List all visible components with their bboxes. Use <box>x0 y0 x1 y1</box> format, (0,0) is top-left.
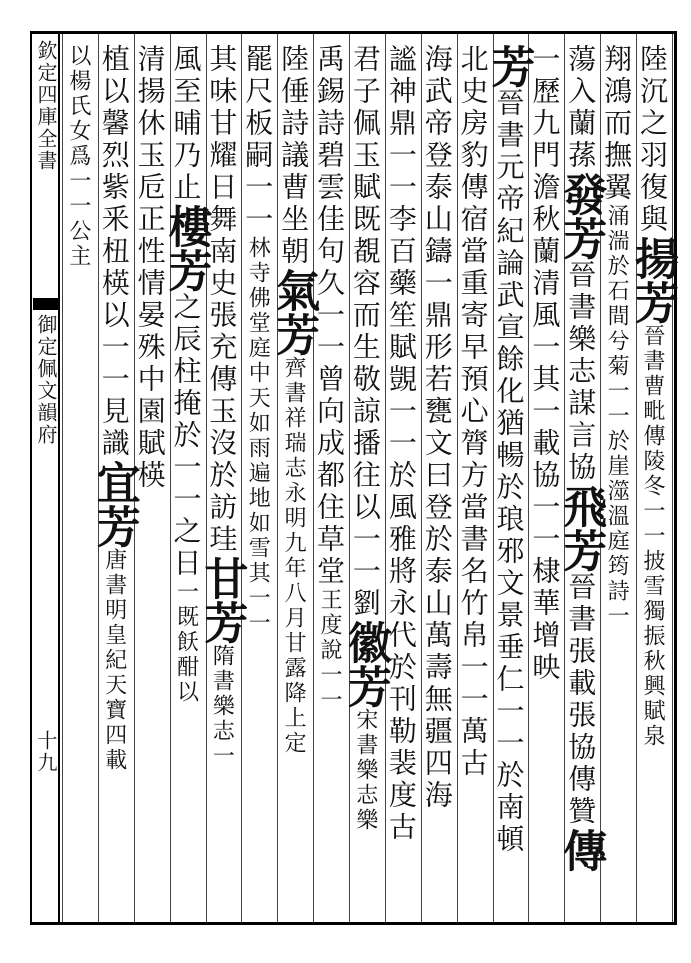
text-segment: 陸沉之羽復與 <box>635 44 669 236</box>
entry-heading: 徽芳 <box>339 620 391 708</box>
text-column <box>422 44 456 916</box>
text-column <box>196 44 248 916</box>
text-segment: 晉書張載張協傳贊 <box>564 572 598 828</box>
entry-heading: 氣芳 <box>268 268 320 356</box>
text-segment: 之辰柱掩於一一之日 <box>169 292 203 580</box>
entry-heading: 揚芳 <box>626 236 678 324</box>
text-segment: 植以馨烈紫釆杻楧以一一見識 <box>97 44 131 460</box>
margin-page-number: 十九 <box>34 730 58 774</box>
entry-heading: 甘芳 <box>196 556 248 644</box>
text-column <box>601 44 635 916</box>
frame-bottom-border <box>30 922 677 925</box>
entry-heading: 芳 <box>483 44 535 88</box>
text-segment: 海武帝登泰山鑄一鼎形若甕文曰登於泰山萬壽無疆四海 <box>420 44 454 812</box>
text-column <box>386 44 420 916</box>
text-segment: 一歷九門澹 <box>528 44 562 204</box>
text-segment: 林寺佛堂庭中天如雨遍地如雪其一一 <box>245 236 271 636</box>
text-segment: 秋蘭清風一其一 <box>528 204 562 428</box>
text-segment: 翔鴻而撫翼 <box>600 44 634 204</box>
entry-heading: 發芳 <box>555 172 607 260</box>
text-segment: 禹錫詩碧雲佳句久一一曾向成都住草堂 <box>313 44 347 588</box>
text-segment: 王度說一一 <box>317 588 343 713</box>
text-column <box>63 44 97 916</box>
fish-tail-mark <box>33 298 58 310</box>
text-segment: 晉書樂志謀言協 <box>564 260 598 484</box>
text-segment: 宋書樂志樂 <box>352 708 378 833</box>
column-rule <box>672 34 673 922</box>
text-column <box>242 44 276 916</box>
text-segment: 齊書祥瑞志永明九年八月甘露降上定 <box>281 356 307 756</box>
text-column <box>458 44 492 916</box>
frame-top-border <box>30 31 677 34</box>
text-column <box>626 44 678 916</box>
text-segment: 蕩入蘭蓀 <box>564 44 598 172</box>
text-column <box>314 44 348 916</box>
text-segment: 晉書曹毗傳陵冬一一披雪獨振秋興賦泉 <box>639 324 665 749</box>
entry-heading: 飛芳 <box>555 484 607 572</box>
text-column <box>268 44 320 916</box>
text-segment: 晉書元帝紀論武宣餘化猶暢於琅邪文景垂仁一一於南頓 <box>492 88 526 856</box>
entry-heading: 傳 <box>555 828 607 872</box>
text-column <box>160 44 212 916</box>
text-segment: 以楊氏女爲一一公主 <box>65 44 91 269</box>
text-segment: 其味甘耀日舞 <box>205 44 239 236</box>
text-segment: 南史張充傳玉沒於訪珪 <box>205 236 239 556</box>
text-segment: 謐神鼎一一李百藥笙賦覬一一於風雅將永代於刊勒裴度古 <box>384 44 418 844</box>
text-segment: 罷尺板嗣一一 <box>241 44 275 236</box>
margin-section-title: 御定佩文韻府 <box>34 314 58 446</box>
text-segment: 隋書樂志一 <box>209 644 235 769</box>
text-column <box>88 44 140 916</box>
margin-book-title: 欽定四庫全書 <box>34 40 58 172</box>
text-segment: 一既飫酣以 <box>173 580 199 705</box>
frame-right-border <box>674 31 677 925</box>
text-segment: 涌湍於石間兮菊一一於崖澨溫庭筠詩一 <box>604 204 630 629</box>
text-segment: 北史房豹傳宿當重寄早預心膂方當書名竹帛一一萬古 <box>456 44 490 780</box>
text-segment: 陸倕詩議曹坐朝 <box>277 44 311 268</box>
text-segment: 清揚休玉卮正性情晏殊中園賦楧 <box>133 44 167 492</box>
text-column <box>555 44 607 916</box>
text-column <box>483 44 535 916</box>
text-column <box>529 44 563 916</box>
entry-heading: 樓芳 <box>160 204 212 292</box>
frame-left-border <box>30 31 32 925</box>
entry-heading: 宜芳 <box>88 460 140 548</box>
text-segment: 載協一一棣華增映 <box>528 428 562 684</box>
text-segment: 唐書明皇紀天寶四載 <box>101 548 127 773</box>
text-segment: 風至晡乃止 <box>169 44 203 204</box>
text-segment: 君子佩玉賦既覩容而生敬諒播往以一一劉 <box>348 44 382 620</box>
text-column <box>339 44 391 916</box>
